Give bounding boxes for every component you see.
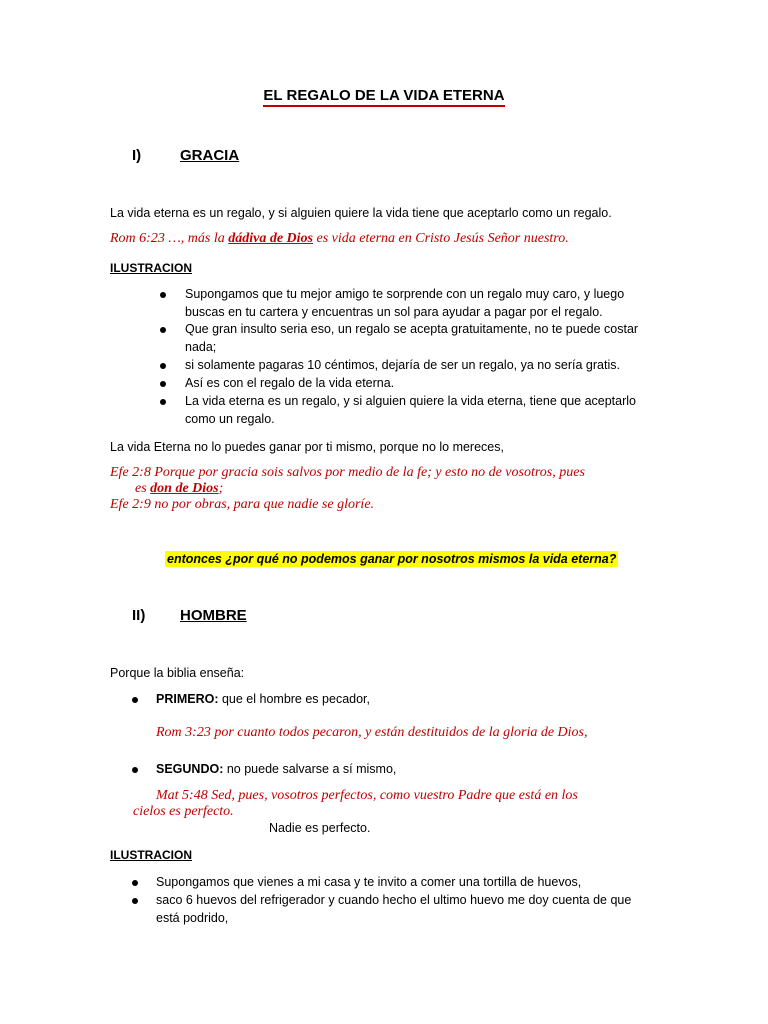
verse-rom-6-23 (110, 231, 569, 247)
section-2-heading: HOMBRE (180, 607, 247, 624)
bullet-icon (132, 880, 138, 886)
point-primero-text: que el hombre es pecador, (218, 692, 370, 706)
bullet-icon (132, 767, 138, 773)
list-item-2-line-2: nada; (185, 340, 217, 354)
illustration-label-1: ILUSTRACION (110, 261, 192, 275)
list-item-4: Así es con el regalo de la vida eterna. (185, 376, 395, 390)
verse-efe-2-8-suffix: ; (218, 481, 224, 496)
list-item-6: Supongamos que vienes a mi casa y te invito a comer una tortilla de huevos, (156, 875, 582, 889)
illustration-label-2: ILUSTRACION (110, 848, 192, 862)
point-primero (156, 692, 370, 706)
nobody-perfect-text: Nadie es perfecto. (269, 821, 371, 835)
document-title-text: EL REGALO DE LA VIDA ETERNA (263, 87, 504, 107)
bullet-icon (160, 292, 166, 298)
verse-mat-5-48-line-2: cielos es perfecto. (133, 804, 234, 819)
point-segundo (156, 762, 396, 776)
verse-mat-5-48-line-1: Mat 5:48 Sed, pues, vosotros perfectos, como vuestro Padre que está en los (156, 788, 578, 803)
section-2-number: II) (132, 607, 146, 624)
list-item-1-line-1: Supongamos que tu mejor amigo te sorprende con un regalo muy caro, y luego (185, 287, 625, 301)
verse-rom-3-23: Rom 3:23 por cuanto todos pecaron, y están destituidos de la gloria de Dios, (156, 725, 588, 740)
section-1-heading: GRACIA (180, 147, 240, 164)
list-item-5-line-1: La vida eterna es un regalo, y si alguien quiere la vida eterna, tiene que aceptarlo (185, 394, 636, 408)
point-segundo-label: SEGUNDO: (156, 762, 224, 776)
question-highlight (165, 552, 618, 566)
verse-efe-2-8-prefix: es (135, 481, 151, 496)
verse-efe-2-8-emphasis: don de Dios (150, 481, 219, 496)
verse-efe-2-8-line-2 (135, 481, 223, 497)
point-primero-label: PRIMERO: (156, 692, 219, 706)
list-item-1-line-2: buscas en tu cartera y encuentras un sol para ayudar a pagar por el regalo. (185, 305, 603, 319)
list-item-7-line-2: está podrido, (156, 911, 229, 925)
question-text: entonces ¿por qué no podemos ganar por nosotros mismos la vida eterna? (167, 552, 617, 566)
list-item-3: si solamente pagaras 10 céntimos, dejaría de ser un regalo, ya no sería gratis. (185, 358, 620, 372)
bullet-icon (160, 381, 166, 387)
section-1-intro: La vida eterna es un regalo, y si alguien quiere la vida tiene que aceptarlo como un regalo. (110, 206, 612, 220)
list-item-5-line-2: como un regalo. (185, 412, 275, 426)
list-item-2-line-1: Que gran insulto seria eso, un regalo se acepta gratuitamente, no te puede costar (185, 322, 639, 336)
verse-rom-6-23-suffix: es vida eterna en Cristo Jesús Señor nuestro. (313, 231, 569, 246)
verse-efe-2-9: Efe 2:9 no por obras, para que nadie se gloríe. (110, 497, 375, 512)
section-1-number: I) (132, 147, 142, 164)
bullet-icon (132, 697, 138, 703)
verse-rom-6-23-prefix: Rom 6:23 …, más la (110, 231, 229, 246)
list-item-7-line-1: saco 6 huevos del refrigerador y cuando hecho el ultimo huevo me doy cuenta de que (156, 893, 632, 907)
document-title (0, 86, 768, 106)
verse-rom-6-23-emphasis: dádiva de Dios (228, 231, 313, 246)
bullet-icon (160, 363, 166, 369)
bullet-icon (132, 898, 138, 904)
bullet-icon (160, 327, 166, 333)
section-2-intro: Porque la biblia enseña: (110, 666, 245, 680)
point-segundo-text: no puede salvarse a sí mismo, (223, 762, 397, 776)
section-1-conclusion: La vida Eterna no lo puedes ganar por ti mismo, porque no lo mereces, (110, 440, 504, 454)
verse-efe-2-8-line-1: Efe 2:8 Porque por gracia sois salvos por medio de la fe; y esto no de vosotros, pues (110, 465, 585, 480)
bullet-icon (160, 399, 166, 405)
